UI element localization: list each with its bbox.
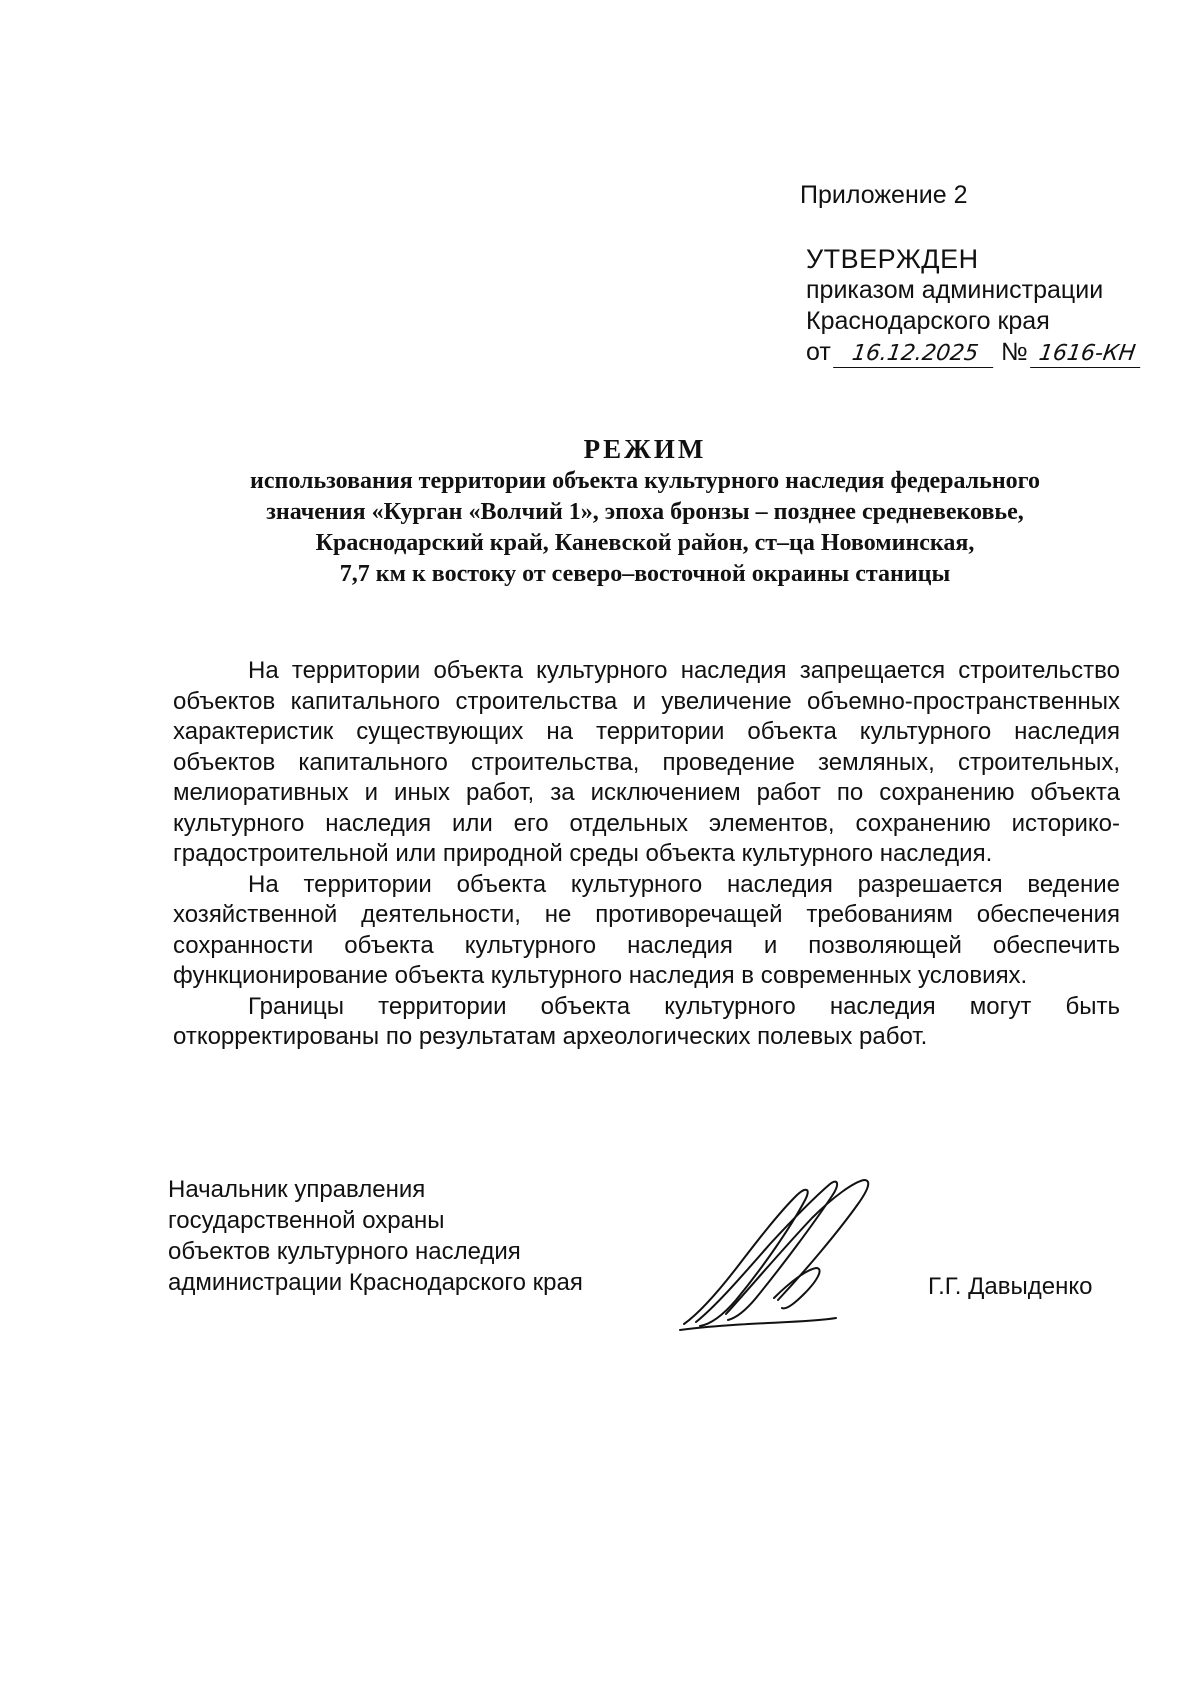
document-title-block xyxy=(170,432,1120,590)
body-paragraph-permissions: На территории объекта культурного наследия разрешается ведение хозяйственной деятельности, не противоречащей требованиям обеспечения сохранности объекта культурного наследия и позволяющей обеспечить функционирование объекта культурного наследия в современных условиях. xyxy=(173,870,1120,989)
handwritten-signature xyxy=(678,1174,898,1334)
approval-stamp xyxy=(806,244,1186,368)
signature-block xyxy=(168,1174,1128,1334)
handwritten-order-number: 1616-КН xyxy=(1030,341,1144,368)
subtitle-line: Краснодарский край, Каневской район, ст–ца Новоминская, xyxy=(315,530,975,556)
subtitle-line: значения «Курган «Волчий 1», эпоха бронзы – позднее средневековье, xyxy=(266,499,1024,525)
number-prefix: № xyxy=(1000,338,1028,366)
date-prefix: от xyxy=(806,338,831,366)
body-paragraph-prohibitions: На территории объекта культурного наследия запрещается строительство объектов капитального строительства и увеличение объемно-пространственных характеристик существующих на территории объекта культурного наследия объектов капитального строительства, проведение земляных, строительных, мелиоративных и иных работ, за исключением работ по сохранению объекта культурного наследия или его отдельных элементов, сохранению историко-градостроительной или природной среды объекта культурного наследия. xyxy=(173,657,1120,867)
subtitle-line: 7,7 км к востоку от северо–восточной окраины станицы xyxy=(339,561,951,587)
document-body xyxy=(173,656,1120,1053)
subtitle-line: использования территории объекта культурного наследия федерального xyxy=(250,468,1040,494)
handwritten-order-date: 16.12.2025 xyxy=(833,341,997,368)
signer-name: Г.Г. Давыденко xyxy=(928,1273,1093,1300)
approval-line-1: приказом администрации xyxy=(806,276,1104,304)
signer-position-line: администрации Краснодарского края xyxy=(168,1269,583,1296)
signer-position-line: Начальник управления xyxy=(168,1176,426,1203)
signer-position-line: государственной охраны xyxy=(168,1207,445,1234)
signer-position-line: объектов культурного наследия xyxy=(168,1238,521,1265)
approval-line-2: Краснодарского края xyxy=(806,307,1050,335)
order-date-line xyxy=(806,337,1186,368)
document-title: РЕЖИМ xyxy=(583,434,707,464)
body-paragraph-boundaries: Границы территории объекта культурного наследия могут быть откорректированы по результатам археологических полевых работ. xyxy=(173,992,1120,1050)
appendix-label: Приложение 2 xyxy=(800,181,968,209)
signer-position xyxy=(168,1174,688,1298)
approved-heading: УТВЕРЖДЕН xyxy=(806,244,979,274)
